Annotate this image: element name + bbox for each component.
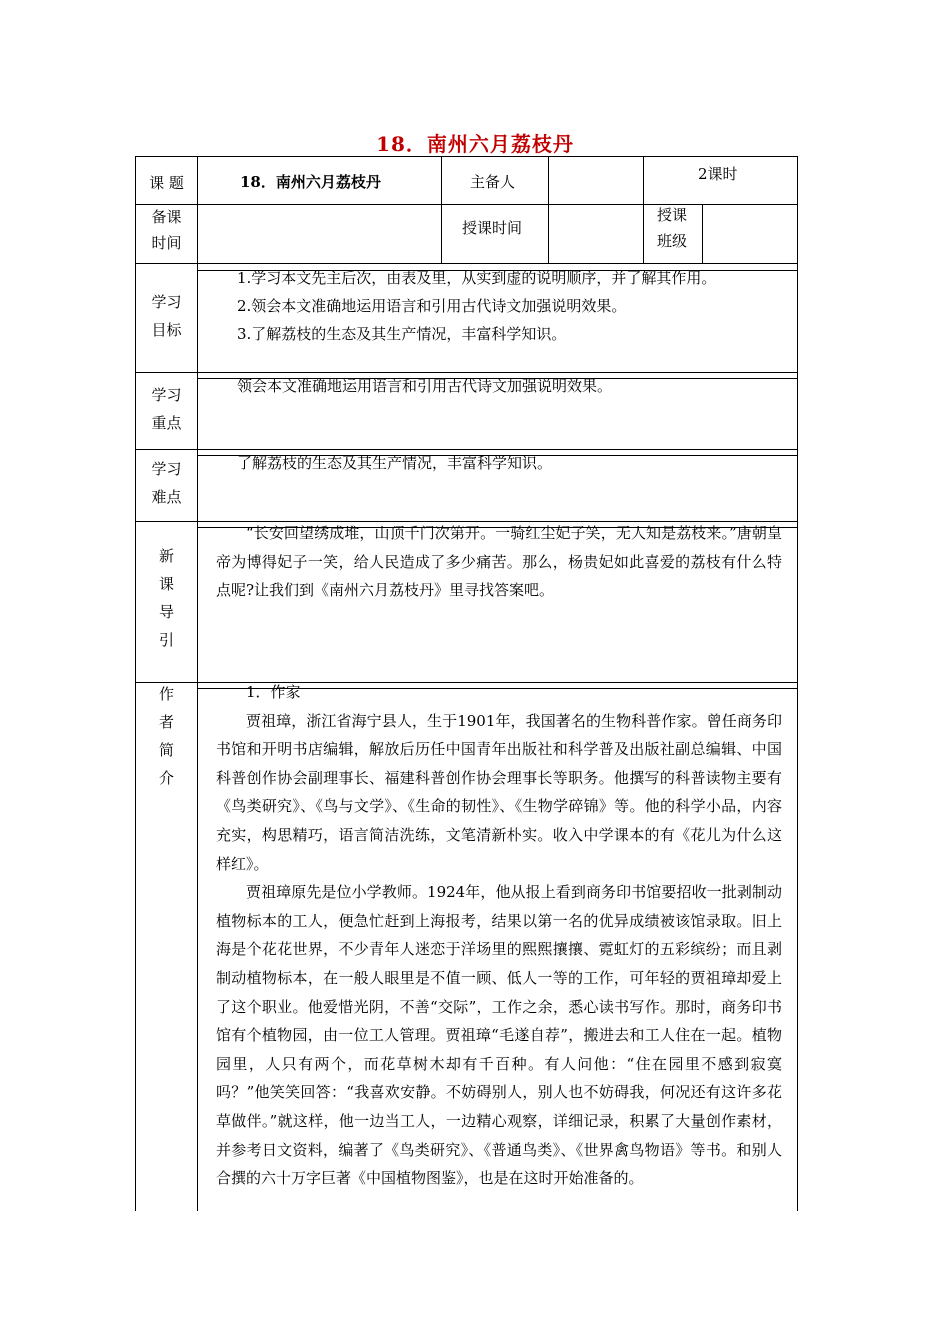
prep-time-label: 备课 时间 [151,208,182,252]
class-label: 授课 班级 [656,206,687,250]
author-content [216,678,782,1193]
author-paragraph: 贾祖璋原先是位小学教师。1924年，他从报上看到商务印书馆要招收一批剥制动植物标本的工人，便急忙赶到上海报考，结果以第一名的优异成绩被该馆录取。旧上海是个花花世界，不少青年人迷恋于洋场里的熙熙攘攘、霓虹灯的五彩缤纷；而且剥制动植物标本，在一般人眼里是不值一顾、低人一等的工作，可年轻的贾祖璋却爱上了这个职业。他爱惜光阴，不善“交际”，工作之余，悉心读书写作。那时，商务印书馆有个植物园，由一位工人管理。贾祖璋“毛遂自荐”，搬进去和工人住在一起。植物园里，人只有两个，而花草树木却有千百种。有人问他：“住在园里不感到寂寞吗？”他笑笑回答：“我喜欢安静。不妨碍别人，别人也不妨碍我，何况还有这许多花草做伴。”就这样，他一边当工人，一边精心观察，详细记录，积累了大量创作素材，并参考日文资料，编著了《鸟类研究》、《普通鸟类》、《世界禽鸟物语》等书。和别人合撰的六十万字巨著《中国植物图鉴》，也是在这时开始准备的。 [216,883,782,1188]
key-points-label: 学习 重点 [151,386,182,432]
difficulties-label: 学习 难点 [151,460,182,506]
key-points-text: 领会本文准确地运用语言和引用古代诗文加强说明效果。 [237,377,613,395]
author-paragraph: 贾祖璋，浙江省海宁县人，生于1901年，我国著名的生物科普作家。曾任商务印书馆和开明书店编辑，解放后历任中国青年出版社和科学普及出版社副总编辑、中国科普创作协会副理事长、福建科普创作协会理事长等职务。他撰写的科普读物主要有《鸟类研究》、《鸟与文学》、《生命的韧性》、《生物学碎锦》等。他的科学小品，内容充实，构思精巧，语言简洁洗练，文笔清新朴实。收入中学课本的有《花儿为什么这样红》。 [216,711,782,873]
intro-label: 新 课 导 引 [158,547,174,649]
topic-label: 课 题 [149,174,184,192]
page-title: 18．南州六月荔枝丹 [376,132,574,156]
objectives-list [237,264,792,348]
teach-time-label: 授课时间 [462,219,523,237]
preparer-label: 主备人 [470,173,516,191]
objective-item: 1.学习本文先主后次，由表及里，从实到虚的说明顺序，并了解其作用。 [237,269,717,287]
objectives-label: 学习 目标 [151,293,182,339]
author-label: 作 者 简 介 [158,685,174,787]
difficulties-text: 了解荔枝的生态及其生产情况，丰富科学知识。 [237,454,553,472]
objective-item: 2.领会本文准确地运用语言和引用古代诗文加强说明效果。 [237,297,627,315]
objective-item: 3.了解荔枝的生态及其生产情况，丰富科学知识。 [237,325,567,343]
topic-value: 18．南州六月荔枝丹 [240,173,381,191]
author-heading: 1．作家 [246,683,301,701]
hours-value: 2课时 [698,165,738,183]
intro-text: “长安回望绣成堆，山顶千门次第开。一骑红尘妃子笑，无人知是荔枝来。”唐朝皇帝为博得妃子一笑，给人民造成了多少痛苦。那么，杨贵妃如此喜爱的荔枝有什么特点呢?让我们到《南州六月荔枝丹》里寻找答案吧。 [216,524,782,600]
